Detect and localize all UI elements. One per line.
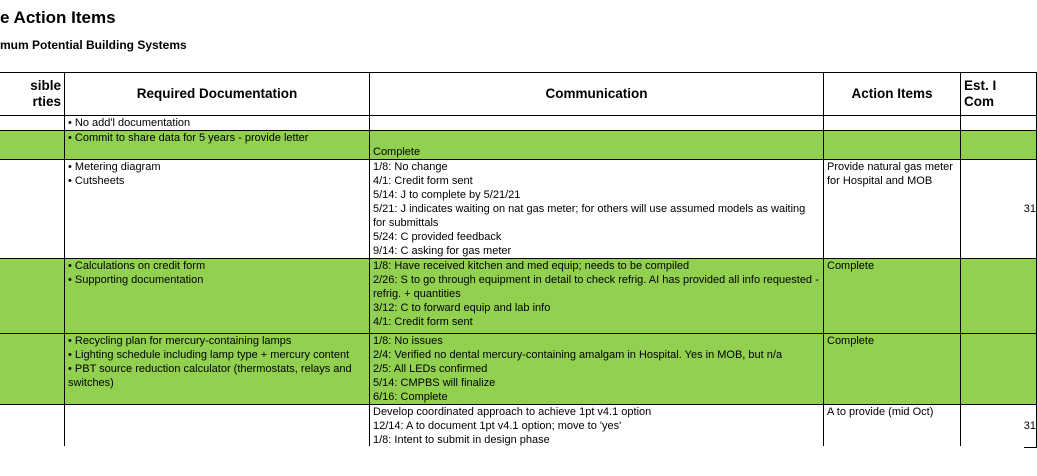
cell-required-documentation [65, 259, 370, 334]
communication-entry: 3/12: C to forward equip and lab info [373, 302, 551, 314]
communication-entry: 2/4: Verified no dental mercury-containing amalgam in Hospital. Yes in MOB, but n/a [373, 349, 783, 361]
section-subtitle: mum Potential Building Systems [0, 38, 187, 52]
cell-responsible-parties [0, 259, 65, 334]
table-row [0, 259, 1037, 334]
cell-communication [370, 405, 824, 448]
action-item-text: A to provide (mid Oct) [827, 406, 934, 418]
cell-action-items [824, 405, 961, 448]
action-item-text: Complete [827, 260, 875, 272]
documentation-item: • Supporting documentation [68, 274, 204, 286]
table-row [0, 160, 1037, 259]
documentation-item: • No add'l documentation [68, 117, 191, 129]
cell-communication [370, 334, 824, 405]
table-row [0, 131, 1037, 160]
documentation-item: • Calculations on credit form [68, 260, 206, 272]
cell-est-completion [961, 334, 1037, 405]
cell-required-documentation [65, 131, 370, 160]
action-item-text: Complete [827, 335, 875, 347]
cell-communication [370, 131, 824, 160]
cell-est-completion [961, 131, 1037, 160]
cell-est-completion [961, 116, 1037, 131]
table-row [0, 116, 1037, 131]
cell-required-documentation [65, 334, 370, 405]
action-items-table-viewport [0, 72, 1036, 476]
page-title: e Action Items [0, 8, 116, 27]
documentation-item: • Metering diagram [68, 161, 161, 173]
cell-est-completion [961, 259, 1037, 334]
action-item-text: Provide natural gas meter for Hospital and MOB [827, 161, 953, 187]
documentation-item: • Cutsheets [68, 175, 125, 187]
cell-communication [370, 116, 824, 131]
cell-est-completion: 31 [961, 405, 1037, 448]
communication-entry: 2/5: All LEDs confirmed [373, 363, 488, 375]
header-parties-line2: rties [32, 94, 61, 109]
cell-action-items [824, 116, 961, 131]
communication-entry: 1/8: Have received kitchen and med equip; needs to be compiled [373, 260, 690, 272]
header-parties-line1: sible [30, 78, 61, 93]
communication-entry: 9/14: C asking for gas meter [373, 245, 512, 257]
cell-action-items [824, 131, 961, 160]
header-est-line2: Com [964, 94, 994, 109]
communication-entry: Develop coordinated approach to achieve 1pt v4.1 option [373, 406, 652, 418]
page-bottom-edge [0, 446, 1024, 476]
header-communication: Communication [370, 73, 824, 116]
cell-action-items [824, 160, 961, 259]
cell-responsible-parties [0, 131, 65, 160]
cell-est-completion: 31 [961, 160, 1037, 259]
cell-action-items [824, 334, 961, 405]
communication-entry: 1/8: No issues [373, 335, 443, 347]
communication-entry: 5/14: CMPBS will finalize [373, 377, 496, 389]
cell-action-items [824, 259, 961, 334]
table-header-row [0, 73, 1037, 116]
communication-entry: 1/8: Intent to submit in design phase [373, 434, 550, 446]
cell-responsible-parties [0, 334, 65, 405]
cell-required-documentation [65, 160, 370, 259]
communication-entry: 12/14: A to document 1pt v4.1 option; move to 'yes' [373, 420, 622, 432]
cell-responsible-parties [0, 405, 65, 448]
header-responsible-parties [0, 73, 65, 116]
action-items-table [0, 72, 1037, 448]
cell-communication [370, 259, 824, 334]
header-est-line1: Est. I [964, 78, 997, 93]
documentation-item: • Lighting schedule including lamp type + mercury content [68, 349, 350, 361]
communication-entry: 5/24: C provided feedback [373, 231, 502, 243]
documentation-item: • Commit to share data for 5 years - provide letter [68, 132, 309, 144]
cell-required-documentation [65, 116, 370, 131]
communication-entry: 4/1: Credit form sent [373, 175, 473, 187]
communication-entry: 5/21: J indicates waiting on nat gas meter; for others will use assumed models as waiting for submittals [373, 203, 806, 229]
communication-entry: 1/8: No change [373, 161, 448, 173]
cell-responsible-parties [0, 160, 65, 259]
cell-responsible-parties [0, 116, 65, 131]
communication-entry: Complete [373, 146, 421, 158]
cell-communication [370, 160, 824, 259]
documentation-item: • Recycling plan for mercury-containing lamps [68, 335, 292, 347]
header-est-completion [961, 73, 1037, 116]
header-action-items: Action Items [824, 73, 961, 116]
communication-entry: 5/14: J to complete by 5/21/21 [373, 189, 521, 201]
communication-entry: 2/26: S to go through equipment in detail to check refrig. AI has provided all info requested - refrig. + quantities [373, 274, 819, 300]
table-row [0, 405, 1037, 448]
communication-entry: 6/16: Complete [373, 391, 448, 403]
communication-entry: 4/1: Credit form sent [373, 316, 473, 328]
header-required-documentation: Required Documentation [65, 73, 370, 116]
table-row [0, 334, 1037, 405]
documentation-item: • PBT source reduction calculator (thermostats, relays and switches) [68, 363, 352, 389]
cell-required-documentation [65, 405, 370, 448]
